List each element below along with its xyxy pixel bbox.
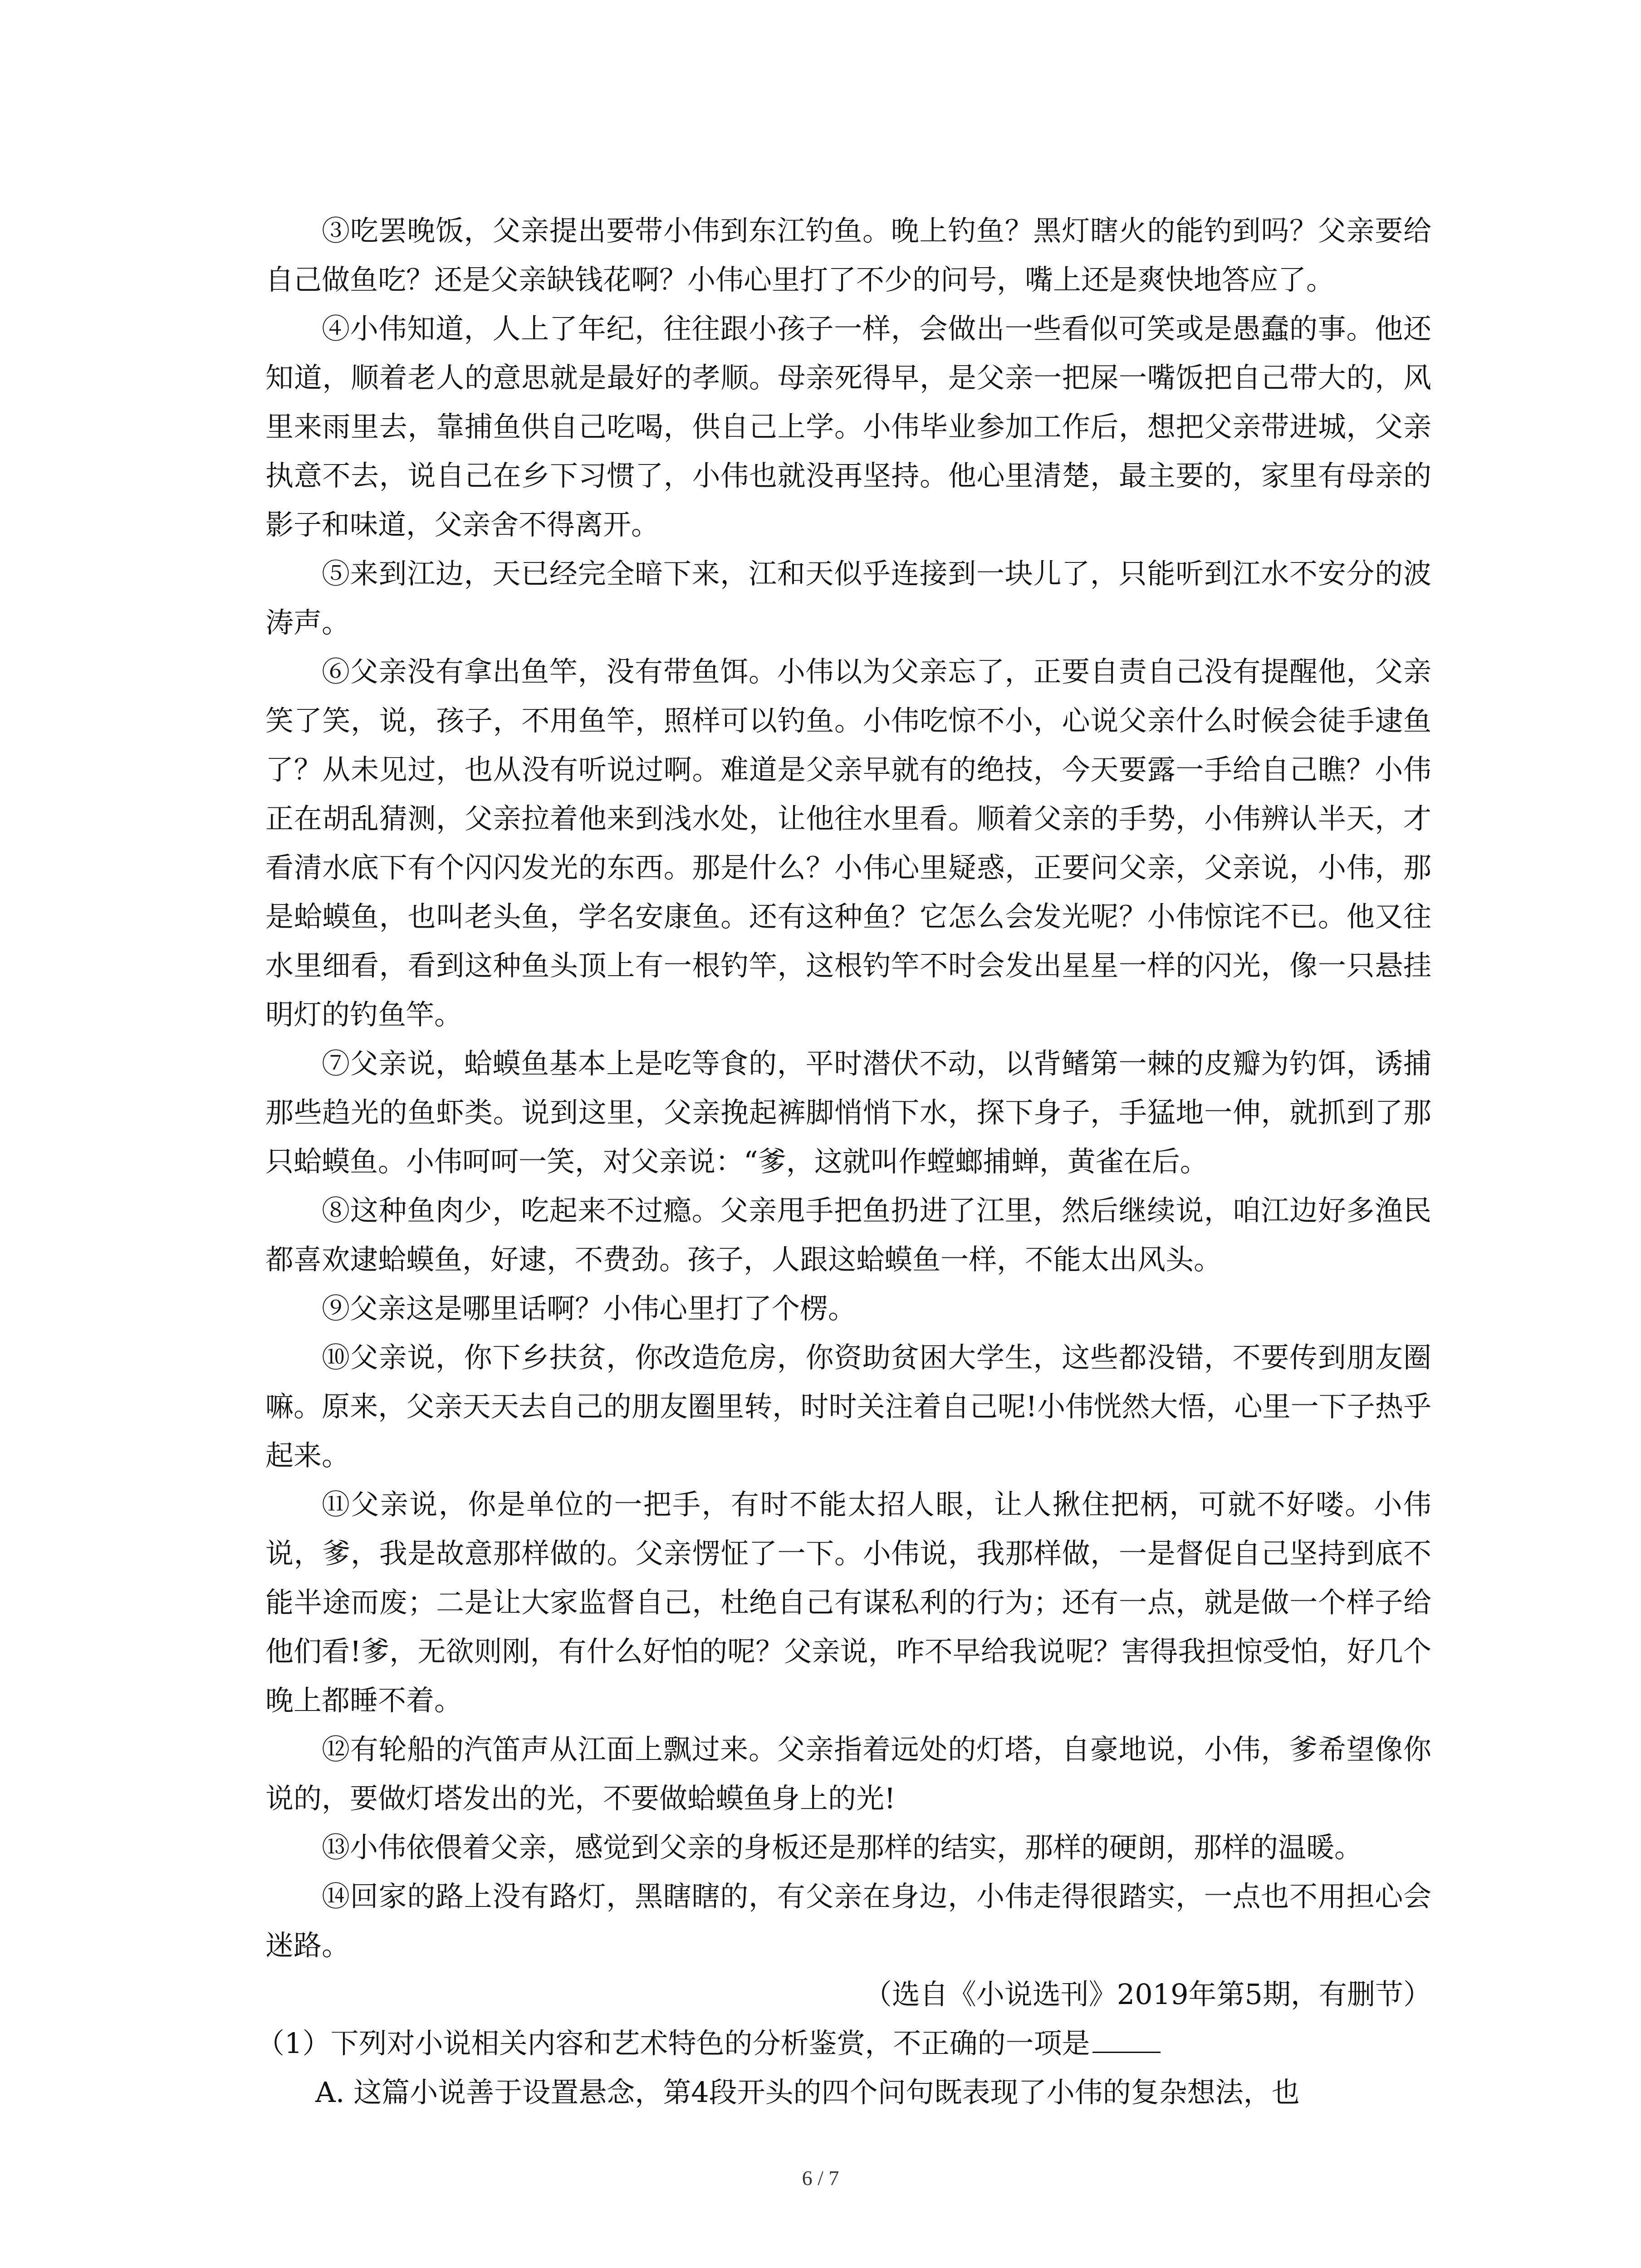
paragraph-6: ⑥父亲没有拿出鱼竿，没有带鱼饵。小伟以为父亲忘了，正要自责自己没有提醒他，父亲笑了笑，说，孩子，不用鱼竿，照样可以钓鱼。小伟吃惊不小，心说父亲什么时候会徒手逮鱼了？从未见过，也从没有听说过啊。难道是父亲早就有的绝技，今天要露一手给自己瞧？小伟正在胡乱猜测，父亲拉着他来到浅水处，让他往水里看。顺着父亲的手势，小伟辨认半天，才看清水底下有个闪闪发光的东西。那是什么？小伟心里疑惑，正要问父亲，父亲说，小伟，那是蛤蟆鱼，也叫老头鱼，学名安康鱼。还有这种鱼？它怎么会发光呢？小伟惊诧不已。他又往水里细看，看到这种鱼头顶上有一根钓竿，这根钓竿不时会发出星星一样的闪光，像一只悬挂明灯的钓鱼竿。 <box>265 655 1431 1031</box>
paragraph-13: ⑬小伟依偎着父亲，感觉到父亲的身板还是那样的结实，那样的硬朗，那样的温暖。 <box>322 1831 1363 1864</box>
article-body <box>256 206 1431 2117</box>
paragraph-5: ⑤来到江边，天已经完全暗下来，江和天似乎连接到一块儿了，只能听到江水不安分的波涛声。 <box>265 557 1431 639</box>
paragraph-9: ⑨父亲这是哪里话啊？小伟心里打了个楞。 <box>322 1292 857 1325</box>
paragraph-4: ④小伟知道，人上了年纪，往往跟小孩子一样，会做出一些看似可笑或是愚蠢的事。他还知道，顺着老人的意思就是最好的孝顺。母亲死得早，是父亲一把屎一嘴饭把自己带大的，风里来雨里去，靠捕鱼供自己吃喝，供自己上学。小伟毕业参加工作后，想把父亲带进城，父亲执意不去，说自己在乡下习惯了，小伟也就没再坚持。他心里清楚，最主要的，家里有母亲的影子和味道，父亲舍不得离开。 <box>265 312 1431 541</box>
question-1 <box>256 2019 1431 2068</box>
paragraph-3: ③吃罢晚饭，父亲提出要带小伟到东江钓鱼。晚上钓鱼？黑灯瞎火的能钓到吗？父亲要给自己做鱼吃？还是父亲缺钱花啊？小伟心里打了不少的问号，嘴上还是爽快地答应了。 <box>265 214 1431 296</box>
answer-blank <box>1092 2024 1161 2053</box>
page-number: 6 / 7 <box>802 2166 839 2190</box>
paragraph-10: ⑩父亲说，你下乡扶贫，你改造危房，你资助贫困大学生，这些都没错，不要传到朋友圈嘛。原来，父亲天天去自己的朋友圈里转，时时关注着自己呢!小伟恍然大悟，心里一下子热乎起来。 <box>265 1341 1431 1472</box>
paragraph-12: ⑫有轮船的汽笛声从江面上飘过来。父亲指着远处的灯塔，自豪地说，小伟，爹希望像你说的，要做灯塔发出的光，不要做蛤蟆鱼身上的光! <box>265 1733 1431 1815</box>
paragraph-14: ⑭回家的路上没有路灯，黑瞎瞎的，有父亲在身边，小伟走得很踏实，一点也不用担心会迷路。 <box>265 1880 1431 1962</box>
source-citation: （选自《小说选刊》2019年第5期，有删节） <box>863 1978 1431 2011</box>
paragraph-11: ⑪父亲说，你是单位的一把手，有时不能太招人眼，让人揪住把柄，可就不好喽。小伟说，爹，我是故意那样做的。父亲愣怔了一下。小伟说，我那样做，一是督促自己坚持到底不能半途而废；二是让大家监督自己，杜绝自己有谋私利的行为；还有一点，就是做一个样子给他们看!爹，无欲则刚，有什么好怕的呢？父亲说，咋不早给我说呢？害得我担惊受怕，好几个晚上都睡不着。 <box>265 1488 1431 1717</box>
question-1-text: （1）下列对小说相关内容和艺术特色的分析鉴赏，不正确的一项是 <box>256 2027 1090 2060</box>
paragraph-8: ⑧这种鱼肉少，吃起来不过瘾。父亲甩手把鱼扔进了江里，然后继续说，咱江边好多渔民都喜欢逮蛤蟆鱼，好逮，不费劲。孩子，人跟这蛤蟆鱼一样，不能太出风头。 <box>265 1194 1431 1276</box>
paragraph-7: ⑦父亲说，蛤蟆鱼基本上是吃等食的，平时潜伏不动，以背鳍第一棘的皮瓣为钓饵，诱捕那些趋光的鱼虾类。说到这里，父亲挽起裤脚悄悄下水，探下身子，手猛地一伸，就抓到了那只蛤蟆鱼。小伟呵呵一笑，对父亲说：“爹，这就叫作螳螂捕蝉，黄雀在后。 <box>265 1047 1431 1178</box>
option-a: A. 这篇小说善于设置悬念，第4段开头的四个问句既表现了小伟的复杂想法，也 <box>315 2076 1300 2109</box>
